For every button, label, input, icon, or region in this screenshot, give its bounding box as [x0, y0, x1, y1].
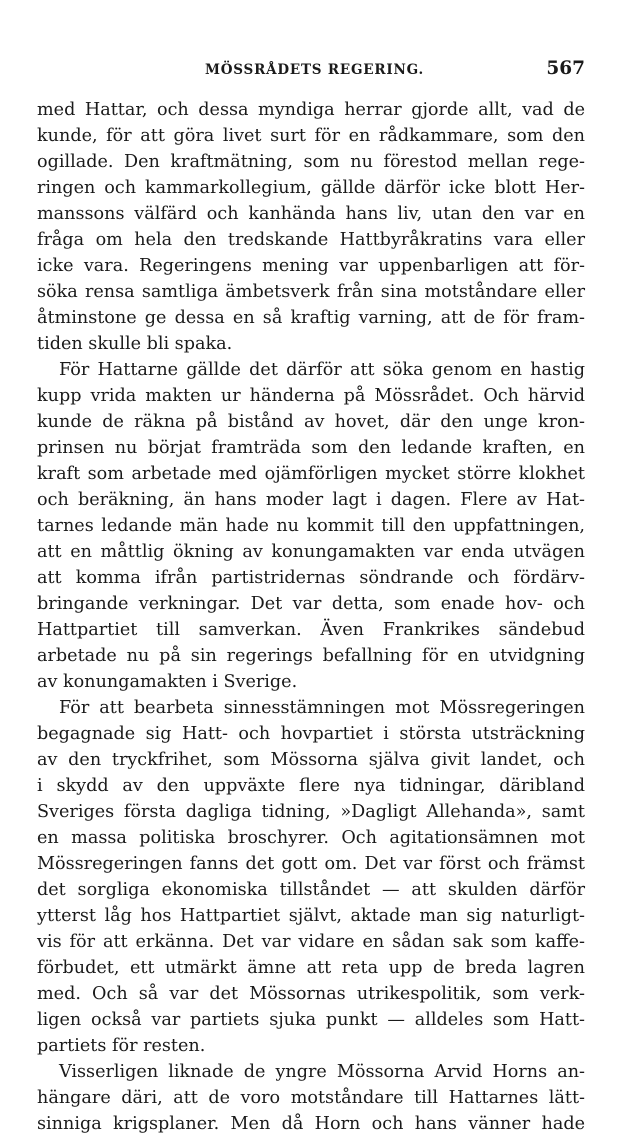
text-line: icke vara. Regeringens mening var uppenbarligen att för- — [37, 256, 585, 276]
running-head — [40, 58, 589, 86]
text-line: att en måttlig ökning av konungamakten var enda utvägen — [37, 542, 585, 562]
text-line: prinsen nu börjat framträda som den ledande kraften, en — [37, 438, 585, 458]
text-line: kunde, för att göra livet surt för en rådkammare, som den — [37, 126, 585, 146]
text-line: arbetade nu på sin regerings befallning för en utvidgning — [37, 646, 585, 666]
text-line: med. Och så var det Mössornas utrikespolitik, som verk- — [37, 984, 585, 1004]
text-line: av konungamakten i Sverige. — [37, 672, 298, 692]
text-line: ytterst låg hos Hattpartiet självt, aktade man sig naturligt- — [37, 906, 585, 926]
text-line: tarnes ledande män hade nu kommit till den uppfattningen, — [37, 516, 585, 536]
text-line: Sveriges första dagliga tidning, »Dagligt Allehanda», samt — [37, 802, 585, 822]
text-line: kunde de räkna på bistånd av hovet, där den unge kron- — [37, 412, 585, 432]
text-line: ogillade. Den kraftmätning, som nu förestod mellan rege- — [37, 152, 585, 172]
text-line: Visserligen liknade de yngre Mössorna Arvid Horns an- — [59, 1062, 585, 1082]
text-line: vis för att erkänna. Det var vidare en sådan sak som kaffe- — [37, 932, 585, 952]
text-line: fråga om hela den tredskande Hattbyråkratins vara eller — [37, 230, 585, 250]
text-line: med Hattar, och dessa myndiga herrar gjorde allt, vad de — [37, 100, 585, 120]
text-line: Hattpartiet till samverkan. Även Frankrikes sändebud — [37, 620, 585, 640]
text-line: av den tryckfrihet, som Mössorna själva givit landet, och — [37, 750, 585, 770]
text-line: och beräkning, än hans moder lagt i dagen. Flere av Hat- — [37, 490, 585, 510]
chapter-title: MÖSSRÅDETS REGERING. — [204, 62, 425, 78]
text-line: tiden skulle bli spaka. — [37, 334, 233, 354]
text-line: partiets för resten. — [37, 1036, 206, 1056]
text-line: söka rensa samtliga ämbetsverk från sina motståndare eller — [37, 282, 585, 302]
text-line: att komma ifrån partistridernas söndrande och fördärv- — [37, 568, 585, 588]
text-line: ligen också var partiets sjuka punkt — alldeles som Hatt- — [37, 1010, 585, 1030]
text-line: en massa politiska broschyrer. Och agitationsämnen mot — [37, 828, 585, 848]
text-line: Mössregeringen fanns det gott om. Det var först och främst — [37, 854, 585, 874]
text-line: kraft som arbetade med ojämförligen mycket större klokhet — [37, 464, 585, 484]
text-line: förbudet, ett utmärkt ämne att reta upp de breda lagren — [37, 958, 585, 978]
text-line: det sorgliga ekonomiska tillståndet — att skulden därför — [37, 880, 585, 900]
page-number: 567 — [546, 58, 585, 79]
text-line: begagnade sig Hatt- och hovpartiet i största utsträckning — [37, 724, 585, 744]
text-line: bringande verkningar. Det var detta, som enade hov- och — [37, 594, 585, 614]
text-line: ringen och kammarkollegium, gällde därför icke blott Her- — [37, 178, 585, 198]
text-line: manssons välfärd och kanhända hans liv, utan den var en — [37, 204, 585, 224]
text-line: i skydd av den uppväxte flere nya tidningar, däribland — [37, 776, 585, 796]
text-line: För Hattarne gällde det därför att söka genom en hastig — [59, 360, 585, 380]
body-text — [37, 97, 585, 1137]
text-line: För att bearbeta sinnesstämningen mot Mössregeringen — [59, 698, 585, 718]
text-line: kupp vrida makten ur händerna på Mössrådet. Och härvid — [37, 386, 585, 406]
text-line: hängare däri, att de voro motståndare till Hattarnes lätt- — [37, 1088, 585, 1108]
text-line: åtminstone ge dessa en så kraftig varning, att de för fram- — [37, 308, 585, 328]
text-line: sinniga krigsplaner. Men då Horn och hans vänner hade — [37, 1114, 585, 1134]
